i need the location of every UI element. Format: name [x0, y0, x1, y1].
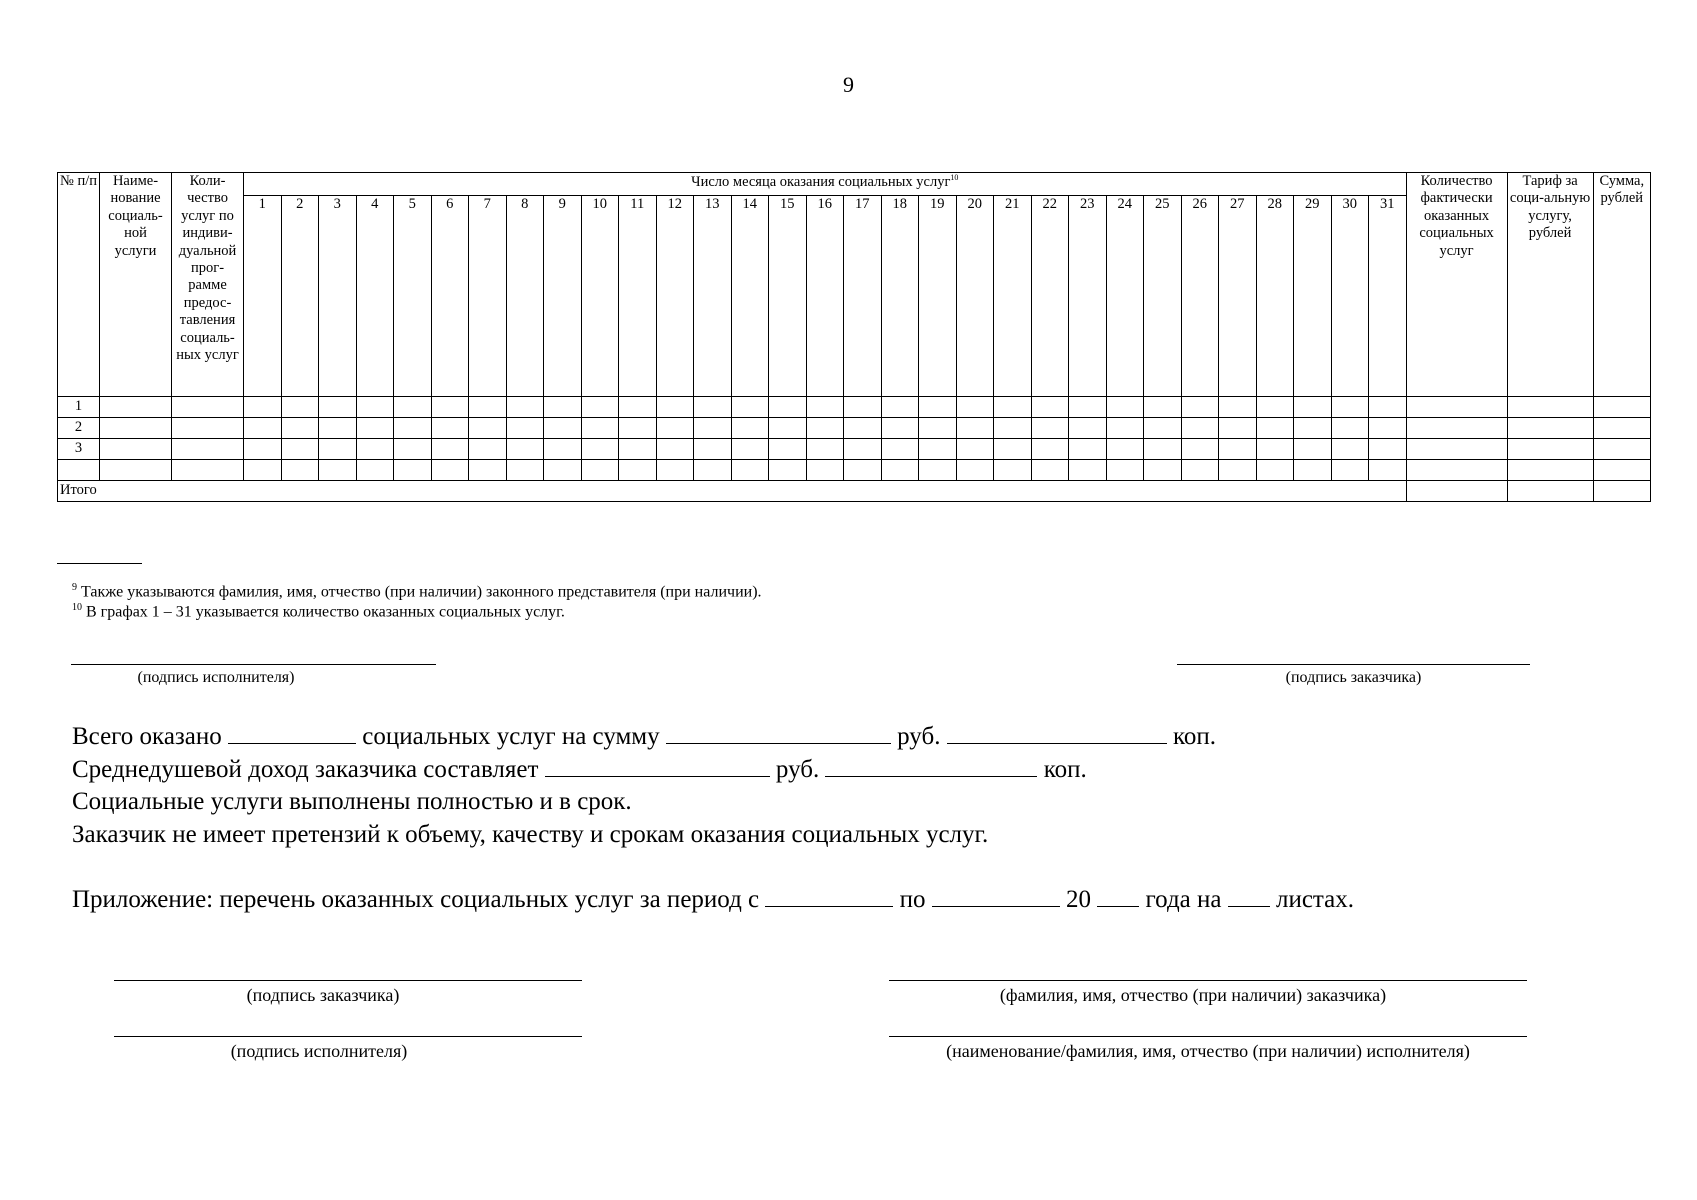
table-cell[interactable] — [394, 460, 432, 481]
appendix-text: листах. — [1269, 886, 1355, 913]
customer-name-line[interactable] — [889, 980, 1527, 981]
header-day: 10 — [581, 196, 619, 397]
table-cell[interactable] — [1031, 418, 1069, 439]
table-cell[interactable] — [919, 460, 957, 481]
table-cell[interactable] — [656, 418, 694, 439]
table-cell[interactable] — [1406, 418, 1507, 439]
table-cell[interactable] — [881, 460, 919, 481]
customer-signature-caption: (подпись заказчика) — [1285, 669, 1422, 686]
table-cell[interactable] — [469, 439, 507, 460]
table-cell[interactable] — [1106, 418, 1144, 439]
header-number: № п/п — [58, 173, 100, 397]
table-cell[interactable] — [356, 397, 394, 418]
table-cell[interactable] — [956, 418, 994, 439]
table-cell[interactable] — [694, 439, 732, 460]
table-cell[interactable] — [244, 460, 282, 481]
table-cell[interactable] — [919, 439, 957, 460]
table-cell[interactable] — [431, 418, 469, 439]
table-cell[interactable] — [994, 460, 1032, 481]
table-cell[interactable] — [544, 418, 582, 439]
table-cell[interactable] — [356, 460, 394, 481]
table-cell[interactable] — [619, 418, 657, 439]
table-cell[interactable] — [506, 460, 544, 481]
table-cell[interactable] — [172, 418, 244, 439]
table-cell[interactable] — [731, 460, 769, 481]
page-number: 9 — [843, 72, 854, 97]
header-day: 31 — [1369, 196, 1407, 397]
table-cell[interactable] — [769, 397, 807, 418]
table-cell[interactable] — [1406, 397, 1507, 418]
table-cell[interactable] — [881, 439, 919, 460]
header-days-group-text: Число месяца оказания социальных услуг — [691, 173, 951, 190]
period-to-blank[interactable] — [932, 885, 1060, 907]
table-cell[interactable] — [1219, 418, 1257, 439]
table-cell[interactable] — [1406, 460, 1507, 481]
summary-text: коп. — [1037, 756, 1087, 783]
table-cell[interactable] — [506, 418, 544, 439]
header-service-name: Наиме-нование социаль-ной услуги — [100, 173, 172, 397]
table-cell[interactable] — [1256, 439, 1294, 460]
table-cell[interactable] — [1106, 460, 1144, 481]
table-cell[interactable] — [100, 460, 172, 481]
table-cell[interactable] — [656, 397, 694, 418]
header-day: 29 — [1294, 196, 1332, 397]
table-cell[interactable] — [1294, 397, 1332, 418]
table-cell[interactable] — [281, 460, 319, 481]
table-cell[interactable] — [994, 397, 1032, 418]
table-cell[interactable] — [731, 397, 769, 418]
table-cell[interactable] — [244, 418, 282, 439]
header-day: 13 — [694, 196, 732, 397]
table-cell[interactable] — [1144, 439, 1182, 460]
header-day: 12 — [656, 196, 694, 397]
table-cell[interactable] — [1069, 439, 1107, 460]
footnote-text: Также указываются фамилия, имя, отчество (при наличии) законного представителя (при наличии). — [77, 583, 762, 601]
table-cell[interactable] — [656, 460, 694, 481]
table-cell[interactable] — [1331, 397, 1369, 418]
table-cell[interactable] — [1219, 439, 1257, 460]
table-cell[interactable] — [244, 439, 282, 460]
row-number: 1 — [58, 397, 100, 418]
services-table — [57, 172, 1651, 502]
table-cell[interactable] — [956, 439, 994, 460]
appendix-text: 20 — [1059, 886, 1098, 913]
table-cell[interactable] — [281, 397, 319, 418]
sum-rubles-blank[interactable] — [666, 722, 891, 744]
table-cell[interactable] — [1369, 418, 1407, 439]
table-cell[interactable] — [619, 460, 657, 481]
total-label: Итого — [58, 481, 1407, 502]
executor-signature-caption: (подпись исполнителя) — [137, 669, 295, 686]
table-cell[interactable] — [544, 439, 582, 460]
table-cell[interactable] — [356, 418, 394, 439]
header-quantity-plan: Коли-чество услуг по индиви-дуальной прог-рамме предос-тавления социаль-ных услуг — [172, 173, 244, 397]
summary-text: коп. — [1166, 723, 1216, 750]
table-cell[interactable] — [1069, 397, 1107, 418]
row-number: 2 — [58, 418, 100, 439]
table-cell[interactable] — [844, 460, 882, 481]
table-cell[interactable] — [172, 439, 244, 460]
table-cell[interactable] — [881, 397, 919, 418]
header-day: 30 — [1331, 196, 1369, 397]
table-cell[interactable] — [1331, 460, 1369, 481]
table-cell[interactable] — [581, 460, 619, 481]
table-cell[interactable] — [1507, 397, 1593, 418]
total-tariff-cell[interactable] — [1507, 481, 1593, 502]
table-cell[interactable] — [1181, 397, 1219, 418]
table-cell[interactable] — [394, 397, 432, 418]
table-cell[interactable] — [1219, 460, 1257, 481]
table-cell[interactable] — [1069, 418, 1107, 439]
header-day: 22 — [1031, 196, 1069, 397]
table-cell[interactable] — [356, 439, 394, 460]
footnote-9 — [72, 582, 762, 601]
header-day: 16 — [806, 196, 844, 397]
table-cell[interactable] — [919, 397, 957, 418]
table-cell[interactable] — [172, 460, 244, 481]
table-cell[interactable] — [656, 439, 694, 460]
table-cell[interactable] — [844, 397, 882, 418]
header-days-group — [244, 173, 1407, 196]
header-day: 24 — [1106, 196, 1144, 397]
sum-kopecks-blank[interactable] — [947, 722, 1167, 744]
table-cell[interactable] — [1593, 460, 1650, 481]
table-cell[interactable] — [1507, 439, 1593, 460]
summary-line-no-claims: Заказчик не имеет претензий к объему, качеству и срокам оказания социальных услуг. — [72, 821, 989, 848]
table-cell[interactable] — [544, 397, 582, 418]
table-cell[interactable] — [694, 418, 732, 439]
summary-line-completed: Социальные услуги выполнены полностью и в срок. — [72, 788, 632, 815]
summary-text: Среднедушевой доход заказчика составляет — [72, 756, 545, 783]
header-day: 21 — [994, 196, 1032, 397]
table-cell[interactable] — [506, 397, 544, 418]
table-cell[interactable] — [769, 460, 807, 481]
customer-signature-line-bottom[interactable] — [114, 980, 582, 981]
footnote-separator — [57, 563, 142, 564]
table-cell[interactable] — [431, 439, 469, 460]
table-cell[interactable] — [394, 439, 432, 460]
table-cell[interactable] — [1593, 439, 1650, 460]
table-cell[interactable] — [806, 418, 844, 439]
header-day: 11 — [619, 196, 657, 397]
table-cell[interactable] — [1294, 418, 1332, 439]
table-cell[interactable] — [956, 397, 994, 418]
table-cell[interactable] — [1069, 460, 1107, 481]
table-cell[interactable] — [1144, 397, 1182, 418]
table-row — [58, 460, 1651, 481]
customer-name-caption: (фамилия, имя, отчество (при наличии) заказчика) — [999, 985, 1387, 1005]
summary-line-income — [72, 755, 1087, 784]
table-cell[interactable] — [581, 418, 619, 439]
table-cell[interactable] — [881, 418, 919, 439]
header-day: 27 — [1219, 196, 1257, 397]
table-cell[interactable] — [506, 439, 544, 460]
header-day: 7 — [469, 196, 507, 397]
table-cell[interactable] — [769, 418, 807, 439]
table-row — [58, 439, 1651, 460]
summary-text: руб. — [890, 723, 947, 750]
table-cell[interactable] — [694, 397, 732, 418]
footnote-mark: 10 — [72, 602, 82, 613]
table-cell[interactable] — [731, 439, 769, 460]
table-cell[interactable] — [1593, 397, 1650, 418]
table-cell[interactable] — [994, 418, 1032, 439]
summary-text: социальных услуг на сумму — [356, 723, 666, 750]
table-cell[interactable] — [1507, 460, 1593, 481]
table-cell[interactable] — [100, 397, 172, 418]
executor-name-caption: (наименование/фамилия, имя, отчество (при наличии) исполнителя) — [946, 1041, 1470, 1061]
table-cell[interactable] — [544, 460, 582, 481]
header-day: 26 — [1181, 196, 1219, 397]
table-cell[interactable] — [431, 460, 469, 481]
table-cell[interactable] — [1181, 439, 1219, 460]
table-cell[interactable] — [1294, 439, 1332, 460]
header-days-footnote-mark: 10 — [950, 173, 959, 182]
header-day: 20 — [956, 196, 994, 397]
header-day: 19 — [919, 196, 957, 397]
table-cell[interactable] — [731, 418, 769, 439]
table-cell[interactable] — [1144, 418, 1182, 439]
table-cell[interactable] — [1256, 397, 1294, 418]
executor-signature-line-bottom[interactable] — [114, 1036, 582, 1037]
table-cell[interactable] — [919, 418, 957, 439]
table-cell[interactable] — [994, 439, 1032, 460]
services-count-blank[interactable] — [228, 722, 356, 744]
footnote-mark: 9 — [72, 582, 77, 593]
year-blank[interactable] — [1097, 885, 1139, 907]
table-cell[interactable] — [1256, 460, 1294, 481]
customer-signature-caption-bottom: (подпись заказчика) — [246, 985, 400, 1005]
table-cell[interactable] — [1369, 460, 1407, 481]
header-day: 8 — [506, 196, 544, 397]
table-cell[interactable] — [319, 439, 357, 460]
table-cell[interactable] — [1593, 418, 1650, 439]
executor-signature-caption-bottom: (подпись исполнителя) — [230, 1041, 408, 1061]
appendix-text: по — [893, 886, 932, 913]
table-cell[interactable] — [319, 397, 357, 418]
header-day: 5 — [394, 196, 432, 397]
table-cell[interactable] — [469, 460, 507, 481]
executor-signature-line[interactable] — [71, 664, 436, 665]
appendix-line — [72, 885, 1354, 914]
summary-line-total — [72, 722, 1216, 751]
header-day: 9 — [544, 196, 582, 397]
header-day: 3 — [319, 196, 357, 397]
table-cell[interactable] — [244, 397, 282, 418]
total-quantity-cell[interactable] — [1406, 481, 1507, 502]
table-cell[interactable] — [100, 418, 172, 439]
table-row — [58, 397, 1651, 418]
header-sum: Сумма, рублей — [1593, 173, 1650, 397]
table-cell[interactable] — [1106, 439, 1144, 460]
table-cell[interactable] — [431, 397, 469, 418]
header-day: 17 — [844, 196, 882, 397]
table-cell[interactable] — [172, 397, 244, 418]
footnote-10 — [72, 602, 565, 621]
table-cell[interactable] — [1507, 418, 1593, 439]
table-cell[interactable] — [1294, 460, 1332, 481]
table-cell[interactable] — [619, 439, 657, 460]
table-cell[interactable] — [844, 439, 882, 460]
table-cell[interactable] — [1331, 418, 1369, 439]
table-cell[interactable] — [806, 439, 844, 460]
footnote-text: В графах 1 – 31 указывается количество оказанных социальных услуг. — [82, 603, 565, 621]
summary-text: руб. — [769, 756, 826, 783]
table-cell[interactable] — [806, 460, 844, 481]
table-cell[interactable] — [1031, 460, 1069, 481]
header-day: 23 — [1069, 196, 1107, 397]
table-cell[interactable] — [1256, 418, 1294, 439]
header-day: 1 — [244, 196, 282, 397]
table-cell[interactable] — [319, 460, 357, 481]
table-cell[interactable] — [1331, 439, 1369, 460]
table-cell[interactable] — [1031, 397, 1069, 418]
table-cell[interactable] — [281, 439, 319, 460]
table-cell[interactable] — [281, 418, 319, 439]
table-cell[interactable] — [1406, 439, 1507, 460]
table-cell[interactable] — [1144, 460, 1182, 481]
executor-name-line[interactable] — [889, 1036, 1527, 1037]
table-cell[interactable] — [469, 418, 507, 439]
table-cell[interactable] — [1369, 439, 1407, 460]
table-cell[interactable] — [769, 439, 807, 460]
table-cell[interactable] — [1106, 397, 1144, 418]
header-day: 28 — [1256, 196, 1294, 397]
sheets-blank[interactable] — [1228, 885, 1270, 907]
appendix-text: года на — [1139, 886, 1228, 913]
table-cell[interactable] — [956, 460, 994, 481]
income-kopecks-blank[interactable] — [825, 755, 1037, 777]
table-cell[interactable] — [319, 418, 357, 439]
header-day: 18 — [881, 196, 919, 397]
header-day: 6 — [431, 196, 469, 397]
table-cell[interactable] — [806, 397, 844, 418]
income-rubles-blank[interactable] — [545, 755, 770, 777]
table-cell[interactable] — [1031, 439, 1069, 460]
total-sum-cell[interactable] — [1593, 481, 1650, 502]
row-number — [58, 460, 100, 481]
table-cell[interactable] — [694, 460, 732, 481]
summary-text: Всего оказано — [72, 723, 229, 750]
appendix-text: Приложение: перечень оказанных социальных услуг за период с — [72, 886, 766, 913]
table-cell[interactable] — [100, 439, 172, 460]
table-cell[interactable] — [581, 439, 619, 460]
header-day: 4 — [356, 196, 394, 397]
header-tariff: Тариф за соци-альную услугу, рублей — [1507, 173, 1593, 397]
table-cell[interactable] — [394, 418, 432, 439]
table-cell[interactable] — [1219, 397, 1257, 418]
header-day: 14 — [731, 196, 769, 397]
row-number: 3 — [58, 439, 100, 460]
period-from-blank[interactable] — [765, 885, 893, 907]
header-day: 25 — [1144, 196, 1182, 397]
table-cell[interactable] — [1181, 418, 1219, 439]
table-cell[interactable] — [581, 397, 619, 418]
header-quantity-fact: Количество фактически оказанных социальных услуг — [1406, 173, 1507, 397]
table-cell[interactable] — [844, 418, 882, 439]
header-day: 15 — [769, 196, 807, 397]
table-cell[interactable] — [1369, 397, 1407, 418]
table-cell[interactable] — [619, 397, 657, 418]
header-day: 2 — [281, 196, 319, 397]
customer-signature-line[interactable] — [1177, 664, 1530, 665]
table-cell[interactable] — [1181, 460, 1219, 481]
table-row — [58, 418, 1651, 439]
table-cell[interactable] — [469, 397, 507, 418]
